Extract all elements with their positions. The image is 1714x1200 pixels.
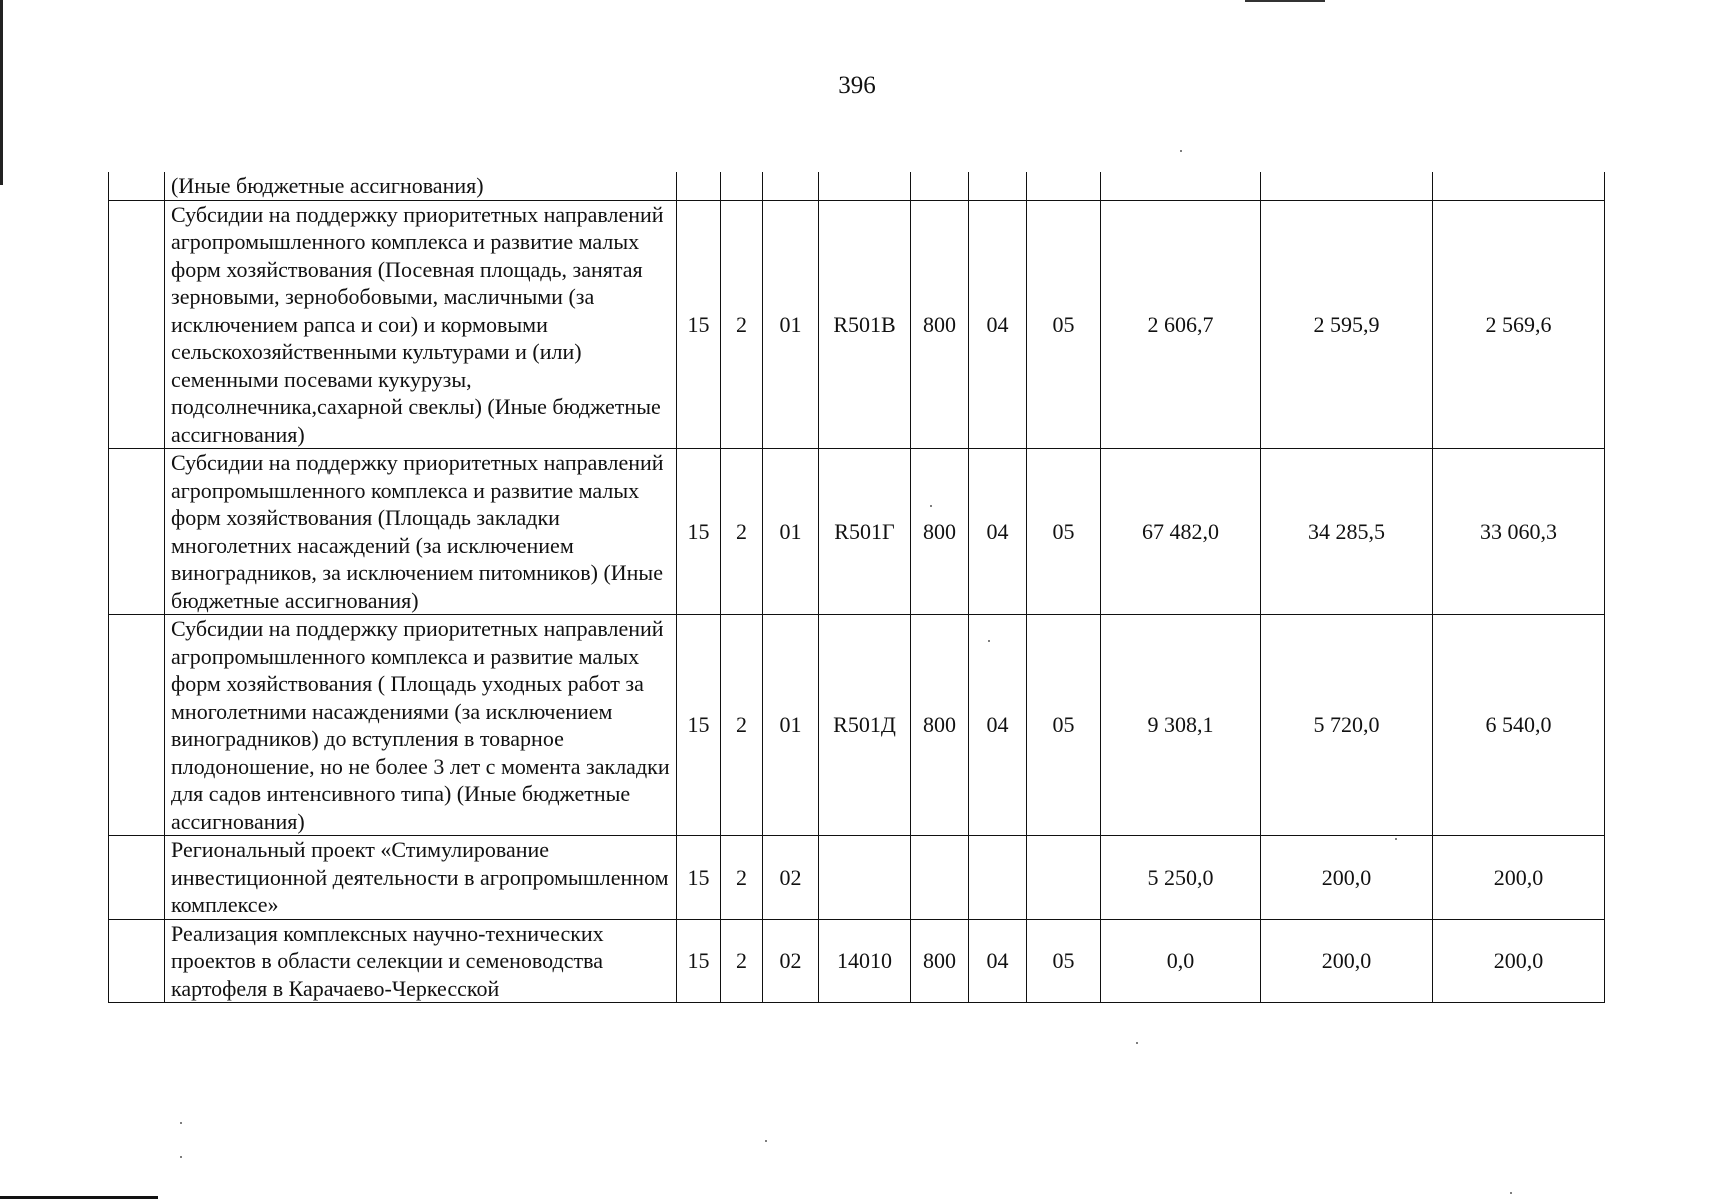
amount-cell-1: 67 482,0 [1101,449,1261,615]
code-cell-3 [763,172,819,200]
table-row [109,172,1605,200]
code-cell-3: 01 [763,200,819,449]
code-cell-1 [677,172,721,200]
code-cell-2: 2 [721,836,763,920]
expense-type-cell: 800 [911,200,969,449]
amount-cell-2: 200,0 [1261,919,1433,1003]
code-cell-3: 02 [763,836,819,920]
target-code-cell: R501Д [819,615,911,836]
description-cell: Субсидии на поддержку приоритетных направлений агропромышленного комплекса и развитие малых форм хозяйствования ( Площадь уходных работ за многолетними насаждениями (за исключением виноградников) до вступления в товарное плодоношение, но не более 3 лет с момента закладки для садов интенсивного типа) (Иные бюджетные ассигнования) [165,615,677,836]
scan-speck [1510,1192,1512,1194]
section-cell: 04 [969,615,1027,836]
amount-cell-1 [1101,172,1261,200]
subsection-cell: 05 [1027,615,1101,836]
expense-type-cell: 800 [911,449,969,615]
budget-allocation-table [108,172,1605,1003]
row-index-cell [109,919,165,1003]
description-cell: Субсидии на поддержку приоритетных направлений агропромышленного комплекса и развитие малых форм хозяйствования (Посевная площадь, занятая зерновыми, зернобобовыми, масличными (за исключением рапса и сои) и кормовыми сельскохозяйственными культурами и (или) семенными посевами кукурузы, подсолнечника,сахарной свеклы) (Иные бюджетные ассигнования) [165,200,677,449]
scan-speck [180,1156,182,1158]
table-row [109,836,1605,920]
row-index-cell [109,172,165,200]
code-cell-3: 01 [763,449,819,615]
scan-line-bottom [0,1196,158,1199]
description-cell: Региональный проект «Стимулирование инвестиционной деятельности в агропромышленном комплексе» [165,836,677,920]
section-cell [969,836,1027,920]
scan-speck [180,1122,182,1124]
amount-cell-2 [1261,172,1433,200]
code-cell-1: 15 [677,919,721,1003]
amount-cell-3 [1433,172,1605,200]
description-cell: Реализация комплексных научно-технических проектов в области селекции и семеноводства картофеля в Карачаево-Черкесской [165,919,677,1003]
description-cell: (Иные бюджетные ассигнования) [165,172,677,200]
amount-cell-3: 200,0 [1433,919,1605,1003]
code-cell-2: 2 [721,200,763,449]
amount-cell-2: 2 595,9 [1261,200,1433,449]
code-cell-1: 15 [677,615,721,836]
expense-type-cell [911,836,969,920]
target-code-cell: R501Г [819,449,911,615]
expense-type-cell: 800 [911,615,969,836]
section-cell: 04 [969,200,1027,449]
table-row [109,919,1605,1003]
amount-cell-1: 2 606,7 [1101,200,1261,449]
scan-speck [1136,1042,1138,1044]
amount-cell-3: 200,0 [1433,836,1605,920]
subsection-cell [1027,172,1101,200]
page-number: 396 [838,72,876,99]
table-row [109,200,1605,449]
code-cell-1: 15 [677,836,721,920]
scan-speck [1180,150,1182,152]
code-cell-2: 2 [721,615,763,836]
code-cell-1: 15 [677,449,721,615]
table-row [109,449,1605,615]
subsection-cell: 05 [1027,200,1101,449]
code-cell-3: 02 [763,919,819,1003]
row-index-cell [109,200,165,449]
code-cell-3: 01 [763,615,819,836]
amount-cell-2: 200,0 [1261,836,1433,920]
section-cell: 04 [969,449,1027,615]
amount-cell-3: 6 540,0 [1433,615,1605,836]
target-code-cell: R501В [819,200,911,449]
target-code-cell [819,172,911,200]
amount-cell-2: 34 285,5 [1261,449,1433,615]
code-cell-2: 2 [721,919,763,1003]
row-index-cell [109,615,165,836]
row-index-cell [109,836,165,920]
amount-cell-1: 9 308,1 [1101,615,1261,836]
code-cell-1: 15 [677,200,721,449]
amount-cell-1: 0,0 [1101,919,1261,1003]
amount-cell-1: 5 250,0 [1101,836,1261,920]
expense-type-cell: 800 [911,919,969,1003]
subsection-cell [1027,836,1101,920]
code-cell-2 [721,172,763,200]
expense-type-cell [911,172,969,200]
section-cell [969,172,1027,200]
amount-cell-3: 33 060,3 [1433,449,1605,615]
code-cell-2: 2 [721,449,763,615]
amount-cell-2: 5 720,0 [1261,615,1433,836]
scan-line-top [1245,0,1325,2]
row-index-cell [109,449,165,615]
target-code-cell [819,836,911,920]
table-body [109,172,1605,1003]
scan-speck [765,1140,767,1142]
subsection-cell: 05 [1027,449,1101,615]
table-row [109,615,1605,836]
subsection-cell: 05 [1027,919,1101,1003]
amount-cell-3: 2 569,6 [1433,200,1605,449]
section-cell: 04 [969,919,1027,1003]
target-code-cell: 14010 [819,919,911,1003]
description-cell: Субсидии на поддержку приоритетных направлений агропромышленного комплекса и развитие малых форм хозяйствования (Площадь закладки многолетних насаждений (за исключением виноградников, за исключением питомников) (Иные бюджетные ассигнования) [165,449,677,615]
